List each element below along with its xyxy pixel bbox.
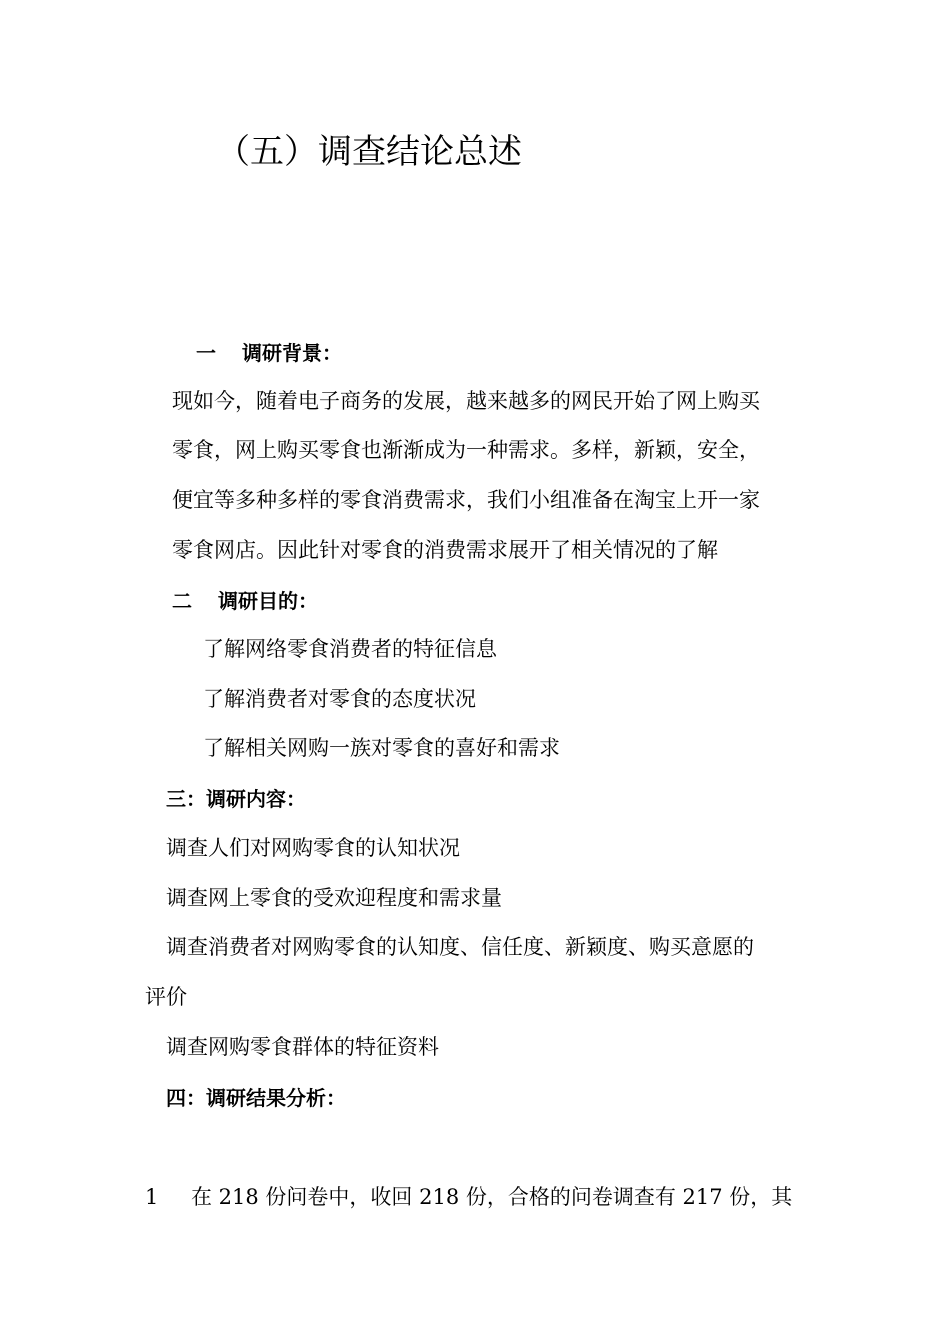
section1-line-3: 便宜等多种多样的零食消费需求，我们小组准备在淘宝上开一家 [172, 488, 760, 512]
section2-item-3: 了解相关网购一族对零食的喜好和需求 [203, 736, 560, 760]
section2-item-1: 了解网络零食消费者的特征信息 [203, 637, 497, 661]
section2-item-2: 了解消费者对零食的态度状况 [203, 687, 476, 711]
section1-title: 调研背景： [242, 341, 342, 365]
section3-item-1: 调查人们对网购零食的认知状况 [166, 836, 460, 860]
section3-item-3: 调查消费者对网购零食的认知度、信任度、新颖度、购买意愿的 [166, 935, 754, 959]
section3-heading: 三：调研内容： [166, 787, 306, 811]
result-line-1 [145, 1183, 792, 1211]
section1-line-4: 零食网店。因此针对零食的消费需求展开了相关情况的了解 [172, 538, 718, 562]
section2-title: 调研目的： [218, 589, 318, 613]
section3-item-2: 调查网上零食的受欢迎程度和需求量 [166, 886, 502, 910]
section3-item-3-continued: 评价 [145, 985, 187, 1009]
page-title: （五）调查结论总述 [216, 132, 522, 172]
section3-item-4: 调查网购零食群体的特征资料 [166, 1035, 439, 1059]
section1-heading [196, 339, 342, 367]
section4-heading: 四：调研结果分析： [166, 1086, 346, 1110]
section2-heading [172, 587, 318, 615]
section1-line-2: 零食，网上购买零食也渐渐成为一种需求。多样，新颖，安全， [172, 438, 760, 462]
section2-number: 二 [172, 589, 192, 613]
section1-number: 一 [196, 341, 216, 365]
section1-line-1: 现如今，随着电子商务的发展，越来越多的网民开始了网上购买 [172, 389, 760, 413]
result-number: 1 [145, 1185, 159, 1209]
result-text: 在 218 份问卷中，收回 218 份，合格的问卷调查有 217 份，其 [191, 1185, 793, 1209]
